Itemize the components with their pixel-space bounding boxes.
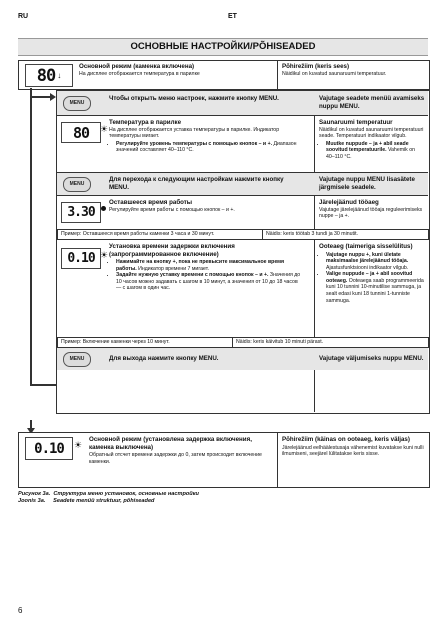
delay-ru-bullet-2: • Задайте нужную уставку времени с помощью кнопок – и +. Значения до 10 часов можно задавать с шагом в 10 минут, а значения от 10 до 18 часов — с шагом в один час.	[116, 272, 304, 292]
flow-line	[30, 88, 32, 386]
flow-return	[30, 384, 56, 386]
page-title: ОСНОВНЫЕ НАСТРОЙКИ/PÕHISEADED	[18, 38, 428, 56]
time-et-title: Järelejäänud tööaeg	[319, 199, 379, 206]
figure-caption	[18, 491, 199, 505]
time-ru-text: Регулируйте время работы с помощью кнопок – и +.	[109, 206, 235, 213]
time-ru-title: Оставшееся время работы	[109, 199, 193, 206]
delay-example-ru-text: Пример: Включение каменки через 10 минут.	[61, 339, 170, 345]
display-delay-value: 0.10	[67, 251, 95, 266]
top-ru-title: Основной режим (каменка включена)	[79, 63, 195, 70]
bottom-ru-text: Обратный отсчет времени задержки до 0, затем происходит включение каменки.	[89, 452, 262, 465]
temp-ru-bullet: • Регулируйте уровень температуры с помощью кнопок – и +. Диапазон значений составляет 40–110 °C.	[116, 141, 304, 154]
row-exit-ru: Для выхода нажмите кнопку MENU.	[109, 355, 219, 362]
temp-ru-title: Температура в парилке	[109, 119, 182, 126]
time-example-ru	[57, 229, 264, 240]
sun-icon: ☀	[100, 124, 109, 134]
caption-ru-label: Рисунок 3a.	[18, 491, 51, 497]
row-next	[57, 173, 428, 195]
display-bottom	[25, 437, 73, 460]
delay-ru-title: Установка времени задержки включения (запрограммированное включение)	[109, 243, 235, 258]
row-next-et: Vajutage nuppu MENU lisasätete järgmisele seadele.	[319, 176, 415, 191]
delay-example-et-text: Näidis: keris käivitub 10 minuti pärast.	[236, 339, 324, 345]
display-delay	[61, 248, 101, 269]
delay-ru-bullet-1: • Нажимайте на кнопку +, пока не превысите максимальное время работы. Индикатор времени 7 мигает.	[116, 259, 304, 272]
time-dot-icon	[101, 206, 106, 211]
delay-example-et	[232, 337, 429, 348]
delay-et-bullet-1: • Vajutage nuppu +, kuni ületate maksimaalse järelejäänud tööaja. Ajastusfunktsiooni indikaator vilgub.	[326, 252, 425, 272]
bottom-et-title: Põhirežiim (käinas on ooteaeg, keris väljas)	[282, 436, 410, 443]
row-exit	[57, 348, 428, 370]
bottom-block	[18, 432, 430, 488]
temp-et-title: Saunaruumi temperatuur	[319, 119, 393, 126]
display-temp	[61, 122, 101, 143]
timer-sun-icon: ☀	[100, 250, 109, 260]
menu-button-2[interactable]: MENU	[63, 177, 91, 192]
display-main	[25, 64, 73, 87]
time-example-et-text: Näidis: keris töötab 3 tundi ja 30 minutit.	[266, 231, 358, 237]
time-example-et	[262, 229, 429, 240]
delay-et-title: Ooteaeg (taimeriga sisselülitus)	[319, 243, 413, 250]
flow-branch	[30, 96, 50, 98]
lang-ru: RU	[18, 13, 29, 20]
top-ru-text: На дисплее отображается температура в парилке	[79, 70, 200, 77]
menu-button-3[interactable]: MENU	[63, 352, 91, 367]
top-et-text: Näidikul on kuvatud saunaruumi temperatuur.	[282, 70, 387, 77]
caption-et-label: Joonis 3a.	[18, 498, 46, 504]
temp-ru-text: На дисплее отображается уставка температуры в парилке. Индикатор температуры мигает.	[109, 126, 280, 140]
time-et-text: Vajutage järelejäänud tööaja reguleerimiseks nuppe – ja +.	[319, 206, 423, 220]
display-bottom-value: 0.10	[34, 440, 64, 457]
top-et-title: Põhirežiim (keris sees)	[282, 63, 350, 70]
bottom-sun-icon: ☀	[74, 440, 83, 450]
time-example-ru-text: Пример: Оставшееся время работы каменки 3 часа и 30 минут.	[61, 231, 215, 237]
display-time	[61, 202, 101, 223]
top-block	[18, 60, 430, 90]
caption-et-text: Seadete menüü struktuur, põhiseaded	[53, 498, 155, 504]
page-number: 6	[18, 606, 23, 615]
caption-ru-text: Структура меню установок, основные настройки	[53, 491, 199, 497]
row-exit-et: Vajutage väljumiseks nuppu MENU.	[319, 355, 424, 362]
temp-et-text: Näidikul on kuvatud saunaruumi temperatuuri seade. Temperatuuri indikaator vilgub.	[319, 126, 424, 140]
temp-et-bullet: • Muutke nuppude – ja + abil seade soovitud temperatuurile. Vahemik on 40–110 °C.	[326, 141, 425, 161]
delay-example-ru	[57, 337, 234, 348]
lang-et: ET	[228, 13, 237, 20]
bottom-et-text: Järelejäänud eelhäälestusaja vähenemist kuvatakse kuni nulli ilmumiseni, seejärel lülitatakse keris sisse.	[282, 444, 424, 458]
display-value: 80	[36, 65, 56, 86]
display-time-value: 3.30	[67, 205, 95, 220]
bottom-ru-title: Основной режим (установлена задержка включения, каменка выключена)	[89, 436, 252, 451]
row-menu-open	[57, 91, 428, 115]
row-delay	[57, 240, 428, 336]
display-temp-value: 80	[72, 123, 90, 142]
thermometer-icon: ↓	[57, 71, 62, 80]
menu-button[interactable]: MENU	[63, 96, 91, 111]
row-temperature	[57, 116, 428, 172]
row-next-ru: Для перехода к следующим настройкам нажмите кнопку MENU.	[109, 176, 284, 191]
row-menu-open-ru: Чтобы открыть меню настроек, нажмите кнопку MENU.	[109, 95, 279, 102]
row-menu-open-et: Vajutage seadete menüü avamiseks nuppu MENU.	[319, 95, 425, 110]
delay-et-bullet-2: • Valige nuppude – ja + abil soovitud ooteaeg. Ooteaega saab programmeerida kuni 10 tunnini 10-minutilise sammuga, ja sealt edasi kuni 18 tunnini 1-tunniste sammuga.	[326, 271, 425, 304]
